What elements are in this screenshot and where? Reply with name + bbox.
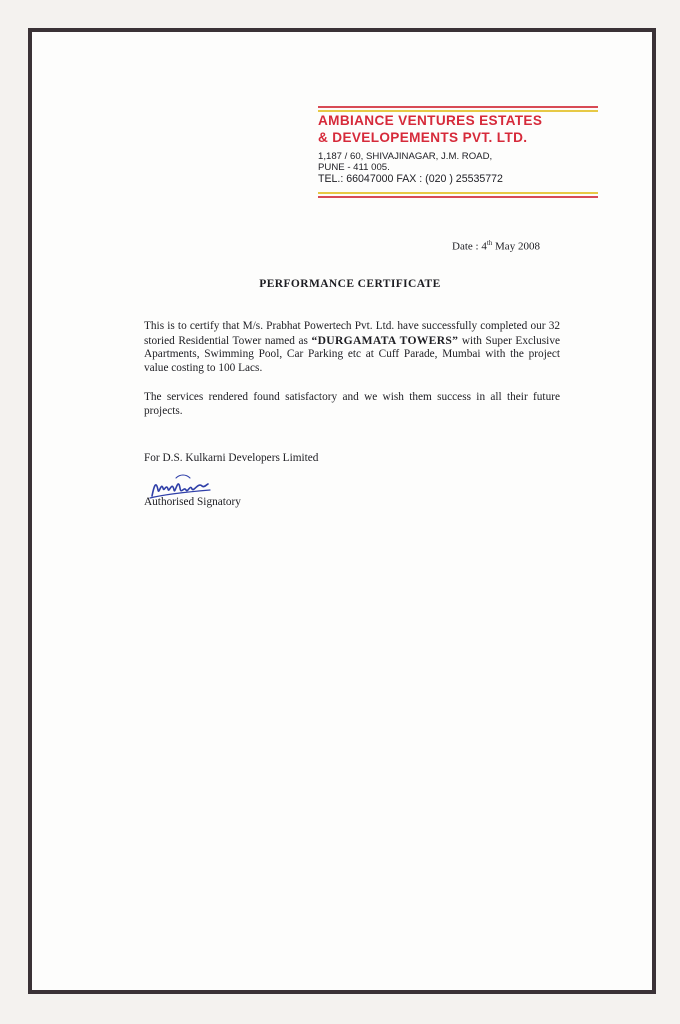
date-label: Date : 4	[452, 240, 487, 253]
address-line2: PUNE - 411 005.	[318, 162, 390, 174]
bottom-rule-yellow	[318, 192, 598, 194]
letterhead	[318, 106, 598, 198]
para1-text-b: with Super Exclusive Apartments, Swimming Pool, Car Parking etc at Cuff Parade, Mumbai with the project value costing to 100 Lacs.	[144, 334, 560, 374]
date-line	[452, 239, 540, 253]
project-name: “DURGAMATA TOWERS”	[311, 333, 459, 347]
certificate-title: PERFORMANCE CERTIFICATE	[259, 278, 441, 290]
bottom-rules	[318, 192, 598, 198]
company-name-line2: & DEVELOPEMENTS PVT. LTD.	[318, 130, 528, 145]
bottom-rule-red	[318, 196, 598, 198]
contact-line: TEL.: 66047000 FAX : (020 ) 25535772	[318, 173, 503, 186]
top-rule-red	[318, 106, 598, 108]
address-line1: 1,187 / 60, SHIVAJINAGAR, J.M. ROAD,	[318, 151, 493, 162]
para1-text-a: This is to certify that M/s. Prabhat Powertech Pvt. Ltd. have successfully completed our 32 storied Residential Tower named as	[144, 320, 560, 347]
company-address	[318, 151, 598, 186]
company-name-line1: AMBIANCE VENTURES ESTATES	[318, 113, 543, 128]
body-paragraph-1	[144, 320, 560, 375]
date-rest: May 2008	[492, 240, 540, 253]
date-suffix: th	[486, 239, 493, 247]
body-paragraph-2: The services rendered found satisfactory and we wish them success in all their future projects.	[144, 391, 560, 417]
authorised-signatory: Authorised Signatory	[144, 496, 241, 508]
for-company-line: For D.S. Kulkarni Developers Limited	[144, 452, 319, 464]
